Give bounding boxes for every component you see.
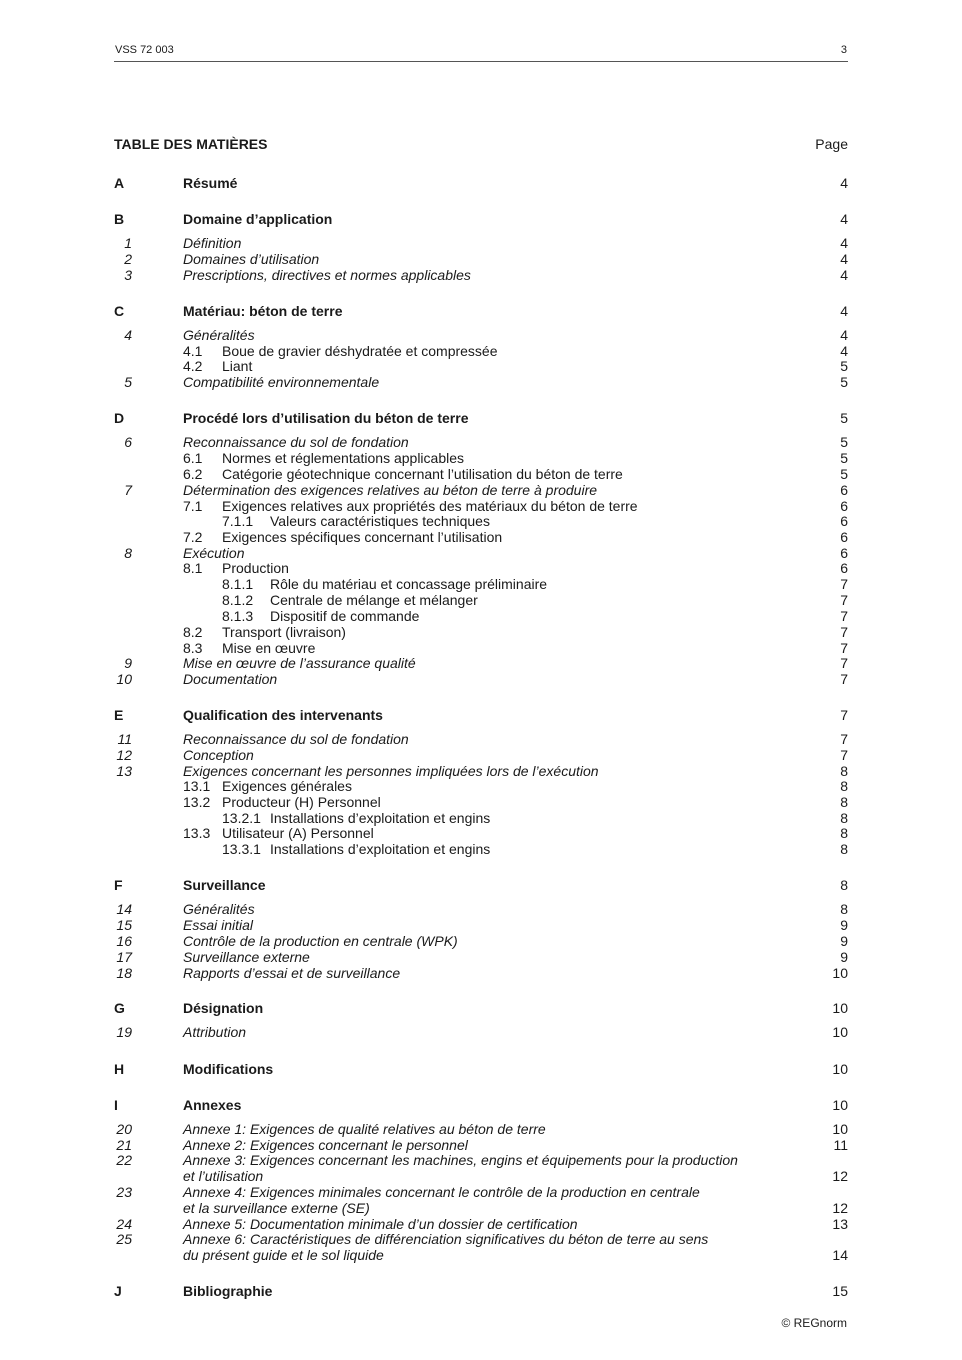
chapter-number: 4 <box>124 327 132 343</box>
toc-entry-sub <box>114 825 848 841</box>
page-ref: 8 <box>840 825 848 841</box>
section-letter: J <box>114 1283 122 1299</box>
page-ref: 6 <box>840 498 848 514</box>
page-ref: 13 <box>832 1216 848 1232</box>
toc-entry-sub <box>114 343 848 359</box>
subsubsection-title: Centrale de mélange et mélanger <box>270 592 478 608</box>
chapter-title: Annexe 3: Exigences concernant les machines, engins et équipements pour la production <box>183 1152 738 1168</box>
subsubsection-number: 13.2.1 <box>222 810 261 826</box>
section-title: Bibliographie <box>183 1283 273 1299</box>
page-ref: 8 <box>840 794 848 810</box>
chapter-number: 23 <box>116 1184 132 1200</box>
subsection-title: Exigences générales <box>222 778 352 794</box>
toc-entry-section <box>114 1000 848 1016</box>
page-ref: 12 <box>832 1168 848 1184</box>
section-letter: C <box>114 303 125 319</box>
section-title: Modifications <box>183 1061 274 1077</box>
subsection-title: Exigences relatives aux propriétés des matériaux du béton de terre <box>222 498 638 514</box>
page-ref: 10 <box>832 1024 848 1040</box>
toc-entry-chapter <box>114 655 848 671</box>
chapter-title-continuation: et l’utilisation <box>183 1168 264 1184</box>
subsection-number: 13.3 <box>183 825 211 841</box>
subsection-number: 8.2 <box>183 624 203 640</box>
subsection-title: Exigences spécifiques concernant l’utilisation <box>222 529 503 545</box>
chapter-number: 13 <box>116 763 132 779</box>
chapter-title: Annexe 5: Documentation minimale d’un dossier de certification <box>183 1216 578 1232</box>
section-letter: G <box>114 1000 125 1016</box>
subsection-title: Production <box>222 560 289 576</box>
toc-entry-sub <box>114 498 848 514</box>
section-letter: F <box>114 877 123 893</box>
page-ref: 9 <box>840 949 848 965</box>
section-title: Surveillance <box>183 877 266 893</box>
section-title: Matériau: béton de terre <box>183 303 343 319</box>
chapter-title: Rapports d’essai et de surveillance <box>183 965 401 981</box>
toc-heading-row <box>114 136 848 152</box>
subsection-number: 6.1 <box>183 450 203 466</box>
subsubsection-title: Dispositif de commande <box>270 608 420 624</box>
page-ref: 10 <box>832 1000 848 1016</box>
page-ref: 4 <box>840 175 848 191</box>
page-ref: 8 <box>840 763 848 779</box>
chapter-title: Documentation <box>183 671 278 687</box>
toc-entry-chapter <box>114 235 848 251</box>
page-ref: 9 <box>840 917 848 933</box>
subsection-number: 8.3 <box>183 640 203 656</box>
section-letter: I <box>114 1097 118 1113</box>
chapter-title: Reconnaissance du sol de fondation <box>183 434 409 450</box>
toc-entry-cont <box>114 1200 848 1216</box>
subsection-number: 7.1 <box>183 498 203 514</box>
toc-entry-subsub <box>114 576 848 592</box>
toc-entry-sub <box>114 358 848 374</box>
chapter-number: 2 <box>124 251 132 267</box>
chapter-number: 20 <box>116 1121 132 1137</box>
subsection-number: 8.1 <box>183 560 203 576</box>
toc-entry-subsub <box>114 810 848 826</box>
chapter-number: 18 <box>116 965 132 981</box>
subsection-number: 13.1 <box>183 778 211 794</box>
section-title: Désignation <box>183 1000 264 1016</box>
page-ref: 6 <box>840 513 848 529</box>
chapter-title: Définition <box>183 235 242 251</box>
chapter-number: 12 <box>116 747 132 763</box>
toc-entry-section <box>114 175 848 191</box>
page-ref: 14 <box>832 1247 848 1263</box>
chapter-number: 10 <box>116 671 132 687</box>
subsubsection-number: 8.1.3 <box>222 608 254 624</box>
subsection-title: Transport (livraison) <box>222 624 346 640</box>
chapter-number: 17 <box>116 949 132 965</box>
toc-entry-sub <box>114 640 848 656</box>
toc-entry-section <box>114 707 848 723</box>
page-ref: 12 <box>832 1200 848 1216</box>
page-ref: 5 <box>840 358 848 374</box>
chapter-number: 21 <box>116 1137 132 1153</box>
toc-entry-sub <box>114 450 848 466</box>
page-ref: 5 <box>840 434 848 450</box>
chapter-number: 16 <box>116 933 132 949</box>
copyright-notice: © REGnorm <box>781 1316 847 1330</box>
chapter-title: Exécution <box>183 545 245 561</box>
chapter-number: 8 <box>124 545 132 561</box>
chapter-title: Annexe 2: Exigences concernant le personnel <box>183 1137 468 1153</box>
chapter-number: 6 <box>124 434 132 450</box>
chapter-number: 3 <box>124 267 132 283</box>
page-ref: 7 <box>840 731 848 747</box>
toc-entry-chapter <box>114 933 848 949</box>
section-title: Qualification des intervenants <box>183 707 383 723</box>
section-title: Procédé lors d’utilisation du béton de terre <box>183 410 469 426</box>
section-letter: B <box>114 211 125 227</box>
toc-page-label: Page <box>815 136 848 152</box>
chapter-title: Compatibilité environnementale <box>183 374 380 390</box>
page-ref: 7 <box>840 747 848 763</box>
toc-entry-cont <box>114 1168 848 1184</box>
toc-entry-subsub <box>114 608 848 624</box>
toc-entry-section <box>114 211 848 227</box>
page-ref: 7 <box>840 624 848 640</box>
subsubsection-number: 8.1.1 <box>222 576 254 592</box>
page-ref: 9 <box>840 933 848 949</box>
page-ref: 4 <box>840 251 848 267</box>
toc-entry-chapter <box>114 747 848 763</box>
chapter-number: 24 <box>116 1216 132 1232</box>
toc-entry-section <box>114 1097 848 1113</box>
section-letter: H <box>114 1061 125 1077</box>
page-ref: 10 <box>832 1121 848 1137</box>
subsection-title: Producteur (H) Personnel <box>222 794 381 810</box>
page-ref: 8 <box>840 877 848 893</box>
toc-entry-chapter <box>114 731 848 747</box>
subsection-number: 4.2 <box>183 358 203 374</box>
toc-entry-chapter <box>114 545 848 561</box>
toc-entry-sub <box>114 778 848 794</box>
toc-entry-subsub <box>114 841 848 857</box>
chapter-title: Mise en œuvre de l’assurance qualité <box>183 655 416 671</box>
toc-entry-chapter <box>114 267 848 283</box>
toc-entry-subsub <box>114 592 848 608</box>
chapter-title: Annexe 1: Exigences de qualité relatives au béton de terre <box>183 1121 546 1137</box>
page-ref: 6 <box>840 529 848 545</box>
page-ref: 7 <box>840 707 848 723</box>
page-ref: 10 <box>832 1097 848 1113</box>
toc-entry-section <box>114 1283 848 1299</box>
page-ref: 5 <box>840 374 848 390</box>
page-ref: 5 <box>840 450 848 466</box>
subsubsection-title: Valeurs caractéristiques techniques <box>270 513 490 529</box>
toc-entry-sub <box>114 624 848 640</box>
toc-entry-chapter <box>114 1184 848 1200</box>
chapter-number: 5 <box>124 374 132 390</box>
chapter-title: Détermination des exigences relatives au béton de terre à produire <box>183 482 598 498</box>
chapter-title: Généralités <box>183 901 255 917</box>
chapter-number: 9 <box>124 655 132 671</box>
section-letter: A <box>114 175 125 191</box>
toc-entry-sub <box>114 560 848 576</box>
page-ref: 7 <box>840 576 848 592</box>
subsection-title: Boue de gravier déshydratée et compressée <box>222 343 498 359</box>
toc-entry-sub <box>114 794 848 810</box>
page-ref: 7 <box>840 608 848 624</box>
page-ref: 7 <box>840 592 848 608</box>
toc-entry-sub <box>114 466 848 482</box>
page-ref: 6 <box>840 545 848 561</box>
toc-entry-chapter <box>114 1216 848 1232</box>
subsection-number: 7.2 <box>183 529 203 545</box>
toc-entry-chapter <box>114 1024 848 1040</box>
toc-entry-chapter <box>114 1231 848 1247</box>
page-ref: 6 <box>840 482 848 498</box>
section-title: Domaine d’application <box>183 211 333 227</box>
toc-entry-chapter <box>114 1137 848 1153</box>
page-ref: 7 <box>840 671 848 687</box>
subsection-title: Catégorie géotechnique concernant l’utilisation du béton de terre <box>222 466 623 482</box>
subsection-title: Normes et réglementations applicables <box>222 450 465 466</box>
chapter-title: Domaines d’utilisation <box>183 251 320 267</box>
section-title: Annexes <box>183 1097 242 1113</box>
chapter-title: Attribution <box>183 1024 247 1040</box>
page-ref: 8 <box>840 841 848 857</box>
toc-entry-chapter <box>114 434 848 450</box>
toc-entry-chapter <box>114 251 848 267</box>
toc-entry-chapter <box>114 763 848 779</box>
toc-entry-chapter <box>114 965 848 981</box>
toc-entry-chapter <box>114 482 848 498</box>
chapter-number: 19 <box>116 1024 132 1040</box>
page-ref: 4 <box>840 267 848 283</box>
chapter-number: 1 <box>124 235 132 251</box>
chapter-title: Surveillance externe <box>183 949 310 965</box>
toc-entry-sub <box>114 529 848 545</box>
page-ref: 8 <box>840 810 848 826</box>
toc-entry-chapter <box>114 671 848 687</box>
toc-entry-chapter <box>114 949 848 965</box>
toc-entry-section <box>114 410 848 426</box>
toc-entry-subsub <box>114 513 848 529</box>
header-rule <box>114 61 848 62</box>
chapter-number: 22 <box>116 1152 132 1168</box>
page-ref: 15 <box>832 1283 848 1299</box>
page-ref: 10 <box>832 965 848 981</box>
page-number: 3 <box>840 44 847 56</box>
chapter-number: 25 <box>116 1231 132 1247</box>
toc-entry-cont <box>114 1247 848 1263</box>
page-ref: 6 <box>840 560 848 576</box>
toc-entry-chapter <box>114 1152 848 1168</box>
section-letter: E <box>114 707 124 723</box>
subsection-number: 6.2 <box>183 466 203 482</box>
toc-entry-section <box>114 877 848 893</box>
subsection-title: Utilisateur (A) Personnel <box>222 825 374 841</box>
chapter-title: Conception <box>183 747 254 763</box>
page-ref: 4 <box>840 343 848 359</box>
toc-entry-section <box>114 303 848 319</box>
chapter-title: Généralités <box>183 327 255 343</box>
page-ref: 8 <box>840 778 848 794</box>
subsubsection-title: Installations d’exploitation et engins <box>270 810 491 826</box>
page-ref: 4 <box>840 327 848 343</box>
page-ref: 10 <box>832 1061 848 1077</box>
chapter-title: Exigences concernant les personnes impliquées lors de l’exécution <box>183 763 599 779</box>
subsection-title: Mise en œuvre <box>222 640 316 656</box>
page-ref: 4 <box>840 303 848 319</box>
page-ref: 7 <box>840 640 848 656</box>
toc-entry-chapter <box>114 374 848 390</box>
chapter-title: Reconnaissance du sol de fondation <box>183 731 409 747</box>
toc-entry-chapter <box>114 1121 848 1137</box>
subsection-number: 4.1 <box>183 343 203 359</box>
chapter-title: Annexe 4: Exigences minimales concernant le contrôle de la production en centrale <box>183 1184 700 1200</box>
page-ref: 4 <box>840 211 848 227</box>
toc-entry-section <box>114 1061 848 1077</box>
page-ref: 5 <box>840 410 848 426</box>
page-ref: 8 <box>840 901 848 917</box>
chapter-title: Essai initial <box>183 917 254 933</box>
toc-entry-chapter <box>114 901 848 917</box>
chapter-title: Contrôle de la production en centrale (WPK) <box>183 933 458 949</box>
page-ref: 5 <box>840 466 848 482</box>
chapter-title: Annexe 6: Caractéristiques de différenciation significatives du béton de terre au sens <box>183 1231 709 1247</box>
toc-entry-chapter <box>114 917 848 933</box>
toc-entry-chapter <box>114 327 848 343</box>
chapter-number: 7 <box>124 482 132 498</box>
document-id: VSS 72 003 <box>115 44 174 56</box>
chapter-number: 11 <box>117 731 132 747</box>
chapter-number: 14 <box>116 901 132 917</box>
subsubsection-title: Rôle du matériau et concassage préliminaire <box>270 576 548 592</box>
section-letter: D <box>114 410 125 426</box>
subsubsection-number: 7.1.1 <box>222 513 254 529</box>
subsubsection-title: Installations d’exploitation et engins <box>270 841 491 857</box>
toc-title: TABLE DES MATIÈRES <box>114 136 268 152</box>
chapter-number: 15 <box>116 917 132 933</box>
subsubsection-number: 8.1.2 <box>222 592 254 608</box>
chapter-title-continuation: et la surveillance externe (SE) <box>183 1200 370 1216</box>
page-ref: 7 <box>840 655 848 671</box>
subsection-title: Liant <box>222 358 253 374</box>
section-title: Résumé <box>183 175 238 191</box>
page-ref: 4 <box>840 235 848 251</box>
page-ref: 11 <box>833 1137 848 1153</box>
subsection-number: 13.2 <box>183 794 211 810</box>
subsubsection-number: 13.3.1 <box>222 841 261 857</box>
chapter-title-continuation: du présent guide et le sol liquide <box>183 1247 384 1263</box>
chapter-title: Prescriptions, directives et normes applicables <box>183 267 471 283</box>
